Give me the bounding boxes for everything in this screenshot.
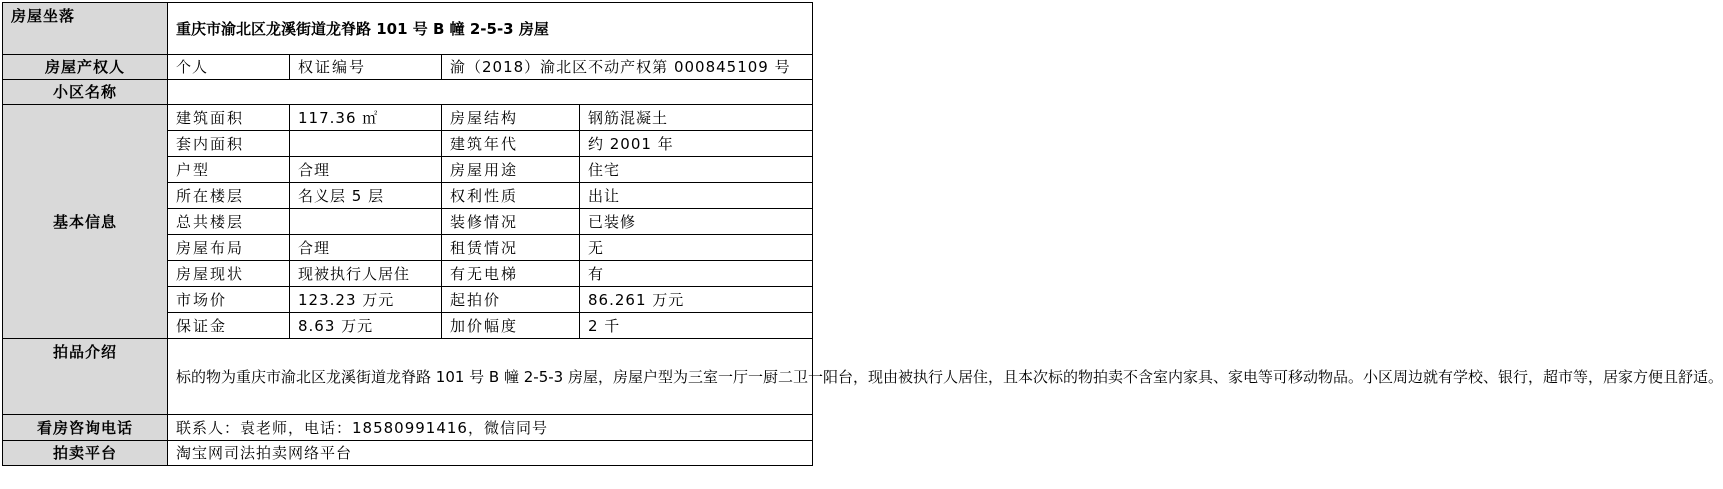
info-value: 约 2001 年 (580, 131, 813, 157)
cert-label: 权证编号 (290, 55, 442, 80)
info-label: 总共楼层 (168, 209, 290, 235)
info-value: 2 千 (580, 313, 813, 339)
community-label: 小区名称 (3, 80, 168, 105)
address-row (3, 3, 813, 55)
info-label: 保证金 (168, 313, 290, 339)
contact-row (3, 415, 813, 441)
info-value: 住宅 (580, 157, 813, 183)
contact-value: 联系人：袁老师，电话：18580991416，微信同号 (168, 415, 813, 441)
platform-value: 淘宝网司法拍卖网络平台 (168, 441, 813, 466)
contact-label: 看房咨询电话 (3, 415, 168, 441)
info-value: 已装修 (580, 209, 813, 235)
info-value: 117.36 ㎡ (290, 105, 442, 131)
info-label: 房屋布局 (168, 235, 290, 261)
info-value (290, 131, 442, 157)
info-value: 无 (580, 235, 813, 261)
info-value: 钢筋混凝土 (580, 105, 813, 131)
info-label: 租赁情况 (442, 235, 580, 261)
intro-row (3, 339, 813, 415)
info-value: 合理 (290, 157, 442, 183)
info-label: 权利性质 (442, 183, 580, 209)
info-label: 加价幅度 (442, 313, 580, 339)
info-label: 建筑年代 (442, 131, 580, 157)
owner-value: 个人 (168, 55, 290, 80)
info-label: 房屋结构 (442, 105, 580, 131)
info-label: 起拍价 (442, 287, 580, 313)
info-value: 合理 (290, 235, 442, 261)
platform-row (3, 441, 813, 466)
info-label: 房屋现状 (168, 261, 290, 287)
info-label: 有无电梯 (442, 261, 580, 287)
intro-value: 标的物为重庆市渝北区龙溪街道龙脊路 101 号 B 幢 2-5-3 房屋，房屋户型为三室一厅一厨二卫一阳台，现由被执行人居住，且本次标的物拍卖不含室内家具、家电等可移动物品。小区周边就有学校、银行，超市等，居家方便且舒适。 (168, 339, 813, 415)
owner-label: 房屋产权人 (3, 55, 168, 80)
platform-label: 拍卖平台 (3, 441, 168, 466)
info-label: 所在楼层 (168, 183, 290, 209)
cert-value: 渝（2018）渝北区不动产权第 000845109 号 (442, 55, 813, 80)
info-value: 8.63 万元 (290, 313, 442, 339)
intro-label: 拍品介绍 (3, 339, 168, 415)
info-label: 房屋用途 (442, 157, 580, 183)
basic-info-label: 基本信息 (3, 105, 168, 339)
address-value: 重庆市渝北区龙溪街道龙脊路 101 号 B 幢 2-5-3 房屋 (168, 3, 813, 55)
info-value: 有 (580, 261, 813, 287)
info-label: 户型 (168, 157, 290, 183)
info-value: 名义层 5 层 (290, 183, 442, 209)
info-value: 86.261 万元 (580, 287, 813, 313)
info-row (3, 105, 813, 131)
community-row (3, 80, 813, 105)
auction-info-table (2, 2, 1723, 466)
info-label: 装修情况 (442, 209, 580, 235)
info-label: 建筑面积 (168, 105, 290, 131)
info-value: 现被执行人居住 (290, 261, 442, 287)
address-label: 房屋坐落 (3, 3, 168, 55)
community-value (168, 80, 813, 105)
owner-row (3, 55, 813, 80)
info-value (290, 209, 442, 235)
info-label: 套内面积 (168, 131, 290, 157)
info-value: 出让 (580, 183, 813, 209)
info-value: 123.23 万元 (290, 287, 442, 313)
info-label: 市场价 (168, 287, 290, 313)
